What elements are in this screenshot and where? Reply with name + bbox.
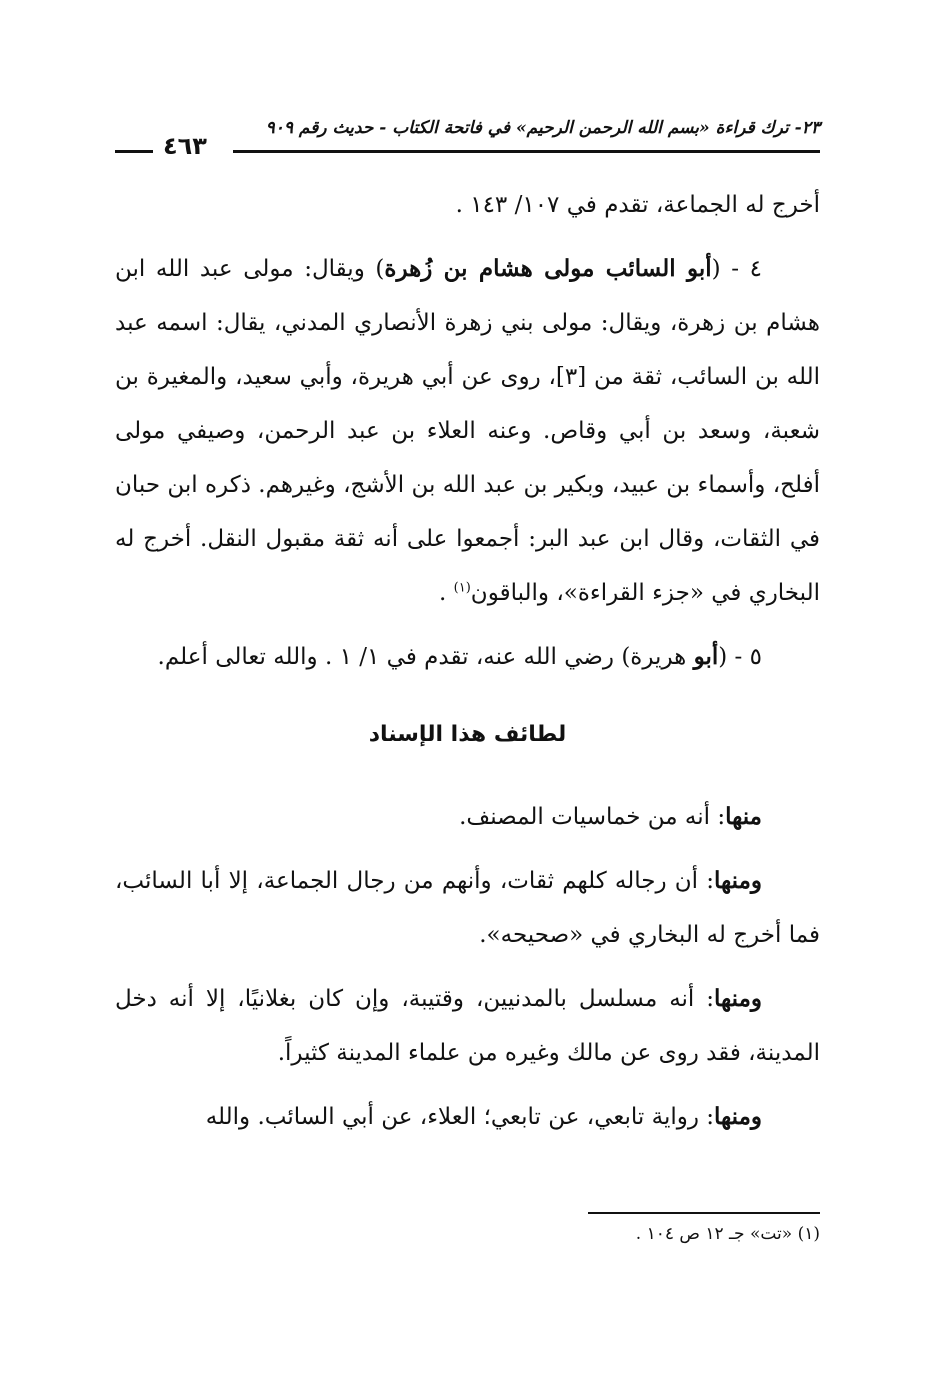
page-number: ٤٦٣	[163, 132, 207, 160]
narrator-4-end: .	[439, 580, 454, 606]
lataif-item-1	[115, 790, 820, 844]
lataif-label: منها	[725, 803, 762, 830]
narrator-5-prefix: ٥ - (	[718, 644, 762, 670]
paragraph-narrator-4	[115, 242, 820, 620]
narrator-4-text: ) ويقال: مولى عبد الله ابن هشام بن زهرة، ويقال: مولى بني زهرة الأنصاري المدني، يقال: اسمه عبد الله بن السائب، ثقة من [٣]، روى عن أبي هريرة، وأبي سعيد، والمغيرة بن شعبة، وسعد بن أبي وقاص. وعنه العلاء بن عبد الرحمن، وصيفي مولى أفلح، وأسماء بن عبيد، وبكير بن عبد الله بن الأشج، وغيرهم. ذكره ابن حبان في الثقات، وقال ابن عبد البر: أجمعوا على أنه ثقة مقبول النقل. أخرج له البخاري في «جزء القراءة»، والباقون	[115, 256, 820, 606]
page-body	[115, 178, 820, 1154]
chapter-title: ٢٣- ترك قراءة «بسم الله الرحمن الرحيم» في فاتحة الكتاب - حديث رقم ٩٠٩	[265, 118, 820, 138]
lataif-item-4	[115, 1090, 820, 1144]
lataif-item-2	[115, 854, 820, 962]
lataif-text: : أن رجاله كلهم ثقات، وأنهم من رجال الجماعة، إلا أبا السائب، فما أخرج له البخاري في «صحيحه».	[115, 868, 820, 948]
lataif-label: ومنها	[714, 1103, 762, 1130]
narrator-5-text: هريرة) رضي الله عنه، تقدم في ١/ ١ . والله تعالى أعلم.	[157, 644, 694, 670]
paragraph-1: أخرج له الجماعة، تقدم في ١٠٧/ ١٤٣ .	[455, 192, 820, 218]
lataif-text: : رواية تابعي، عن تابعي؛ العلاء، عن أبي السائب. والله	[205, 1104, 715, 1130]
footnote: (١) «تت» جـ ١٢ ص ١٠٤ .	[635, 1224, 820, 1244]
lataif-label: ومنها	[714, 867, 762, 894]
footnote-rule	[588, 1212, 820, 1214]
lataif-text: : أنه مسلسل بالمدنيين، وقتيبة، وإن كان بغلانيًا، إلا أنه دخل المدينة، فقد روى عن مالك وغيره من علماء المدينة كثيراً.	[115, 986, 820, 1066]
lataif-text: : أنه من خماسيات المصنف.	[459, 804, 726, 830]
running-header	[115, 112, 820, 160]
lataif-item-3	[115, 972, 820, 1080]
paragraph-narrator-5	[115, 630, 820, 684]
section-title: لطائف هذا الإسناد	[368, 722, 567, 747]
header-rule	[233, 150, 820, 153]
lataif-label: ومنها	[714, 985, 762, 1012]
book-page	[115, 112, 820, 1262]
header-dash	[115, 150, 153, 153]
footnote-marker: (١)	[453, 580, 471, 596]
narrator-4-name: أبو السائب مولى هشام بن زُهرة	[384, 255, 712, 282]
narrator-4-prefix: ٤ - (	[711, 256, 762, 282]
narrator-5-name: أبو	[693, 643, 719, 670]
